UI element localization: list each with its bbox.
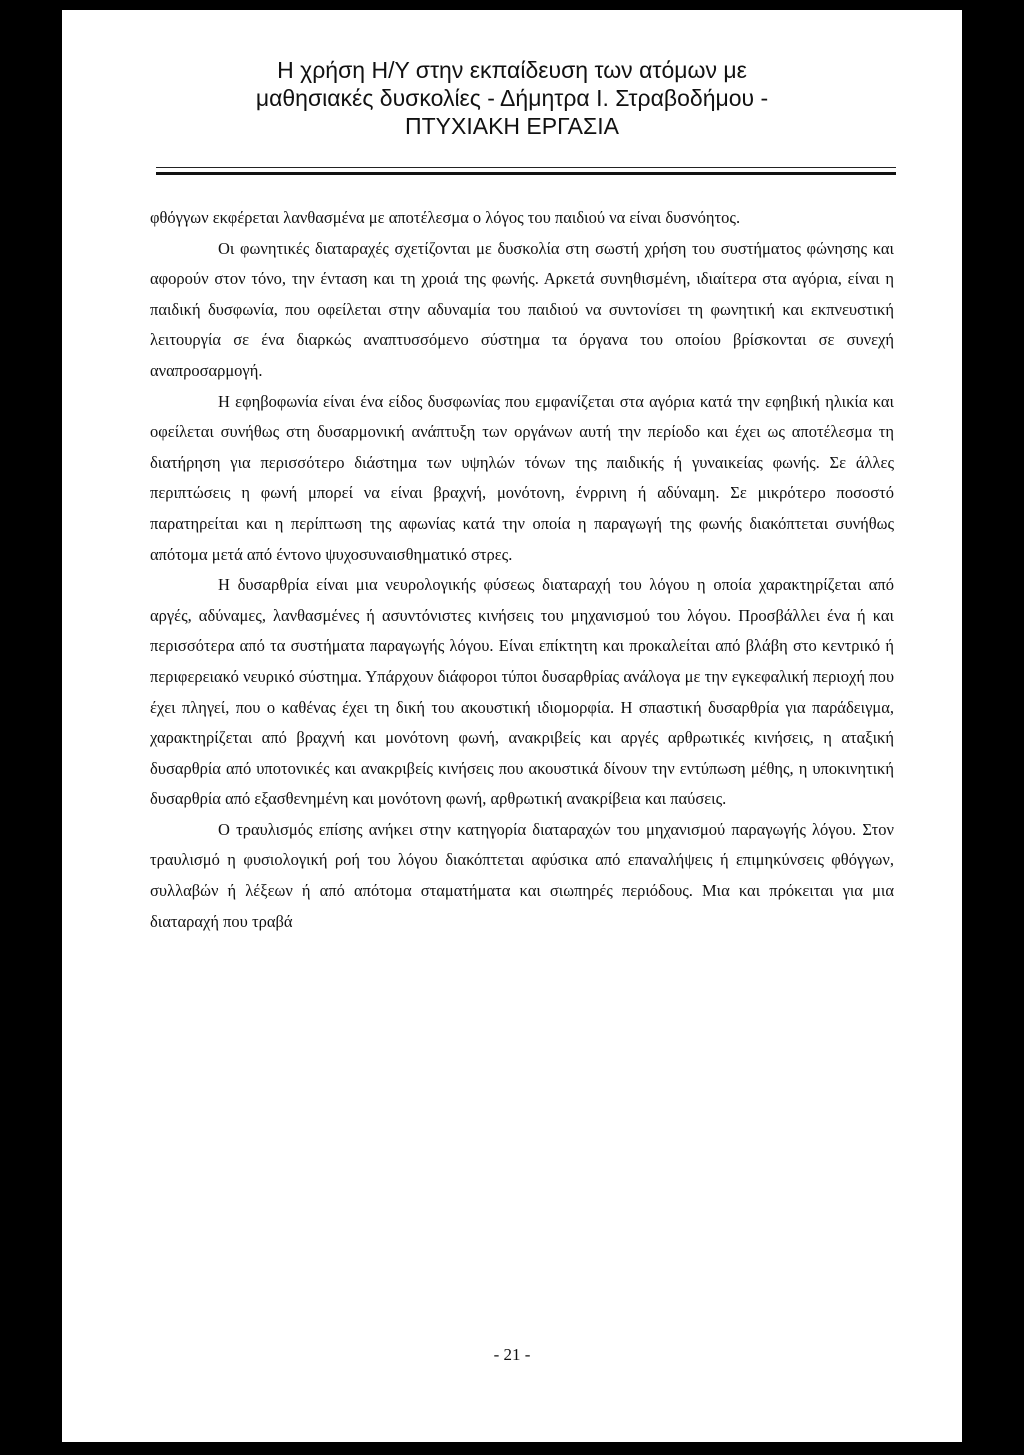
header-rule-thick — [156, 172, 896, 175]
body-text — [150, 203, 894, 937]
running-header — [62, 56, 962, 140]
page-number: - 21 - — [493, 1345, 531, 1364]
paragraph-phonetic-disorders: Οι φωνητικές διαταραχές σχετίζονται με δυσκολία στη σωστή χρήση του συστήματος φώνησης και αφορούν στον τόνο, την ένταση και τη χροιά της φωνής. Αρκετά συνηθισμένη, ιδιαίτερα στα αγόρια, είναι η παιδική δυσφωνία, που οφείλεται στην αδυναμία του παιδιού να συντονίσει τη φωνητική και εκπνευστική λειτουργία σε ένα διαρκώς αναπτυσσόμενο σύστημα τα όργανα του οποίου βρίσκονται σε συνεχή αναπροσαρμογή. — [150, 238, 894, 380]
header-line-2: μαθησιακές δυσκολίες - Δήμητρα Ι. Στραβοδήμου - — [255, 85, 769, 111]
header-line-1: Η χρήση Η/Υ στην εκπαίδευση των ατόμων με — [277, 57, 747, 83]
document-page — [62, 10, 962, 1442]
paragraph-stuttering: Ο τραυλισμός επίσης ανήκει στην κατηγορία διαταραχών του μηχανισμού παραγωγής λόγου. Στον τραυλισμό η φυσιολογική ροή του λόγου διακόπτεται αφύσικα από επαναλήψεις ή επιμηκύνσεις φθόγγων, συλλαβών ή λέξεων ή από απότομα σταματήματα και σιωπηρές περιόδους. Μια και πρόκειται για μια διαταραχή που τραβά — [150, 819, 894, 931]
paragraph-puberphonia: Η εφηβοφωνία είναι ένα είδος δυσφωνίας που εμφανίζεται στα αγόρια κατά την εφηβική ηλικία και οφείλεται συνήθως στη δυσαρμονική ανάπτυξη των οργάνων αυτή την περίοδο και έχει ως αποτέλεσμα τη διατήρηση για περισσότερο διάστημα των υψηλών τόνων της παιδικής ή γυναικείας φωνής. Σε άλλες περιπτώσεις η φωνή μπορεί να είναι βραχνή, μονότονη, ένρρινη ή αδύναμη. Σε μικρότερο ποσοστό παρατηρείται και η περίπτωση της αφωνίας κατά την οποία η παραγωγή της φωνής διακόπτεται συνήθως απότομα μετά από έντονο ψυχοσυναισθηματικό στρες. — [150, 391, 894, 564]
paragraph-continuation: φθόγγων εκφέρεται λανθασμένα με αποτέλεσμα ο λόγος του παιδιού να είναι δυσνόητος. — [150, 208, 741, 227]
header-rule-thin — [156, 167, 896, 168]
paragraph-dysarthria: Η δυσαρθρία είναι μια νευρολογικής φύσεως διαταραχή του λόγου η οποία χαρακτηρίζεται από αργές, αδύναμες, λανθασμένες ή ασυντόνιστες κινήσεις του μηχανισμού του λόγου. Προσβάλλει ένα ή και περισσότερα από τα συστήματα παραγωγής λόγου. Είναι επίκτητη και προκαλείται από βλάβη στο κεντρικό ή περιφερειακό νευρικό σύστημα. Υπάρχουν διάφοροι τύποι δυσαρθρίας ανάλογα με την εγκεφαλική περιοχή που έχει πληγεί, που ο καθένας έχει τη δική του ακουστική ιδιομορφία. Η σπαστική δυσαρθρία για παράδειγμα, χαρακτηρίζεται από βραχνή και μονότονη φωνή, ανακριβείς και αργές αρθρωτικές κινήσεις, η αταξική δυσαρθρία από υποτονικές και ανακριβείς κινήσεις που ακουστικά δίνουν την εντύπωση μέθης, η υποκινητική δυσαρθρία από εξασθενημένη και μονότονη φωνή, αρθρωτική ανακρίβεια και παύσεις. — [150, 575, 894, 809]
header-line-3: ΠΤΥΧΙΑΚΗ ΕΡΓΑΣΙΑ — [405, 113, 619, 139]
